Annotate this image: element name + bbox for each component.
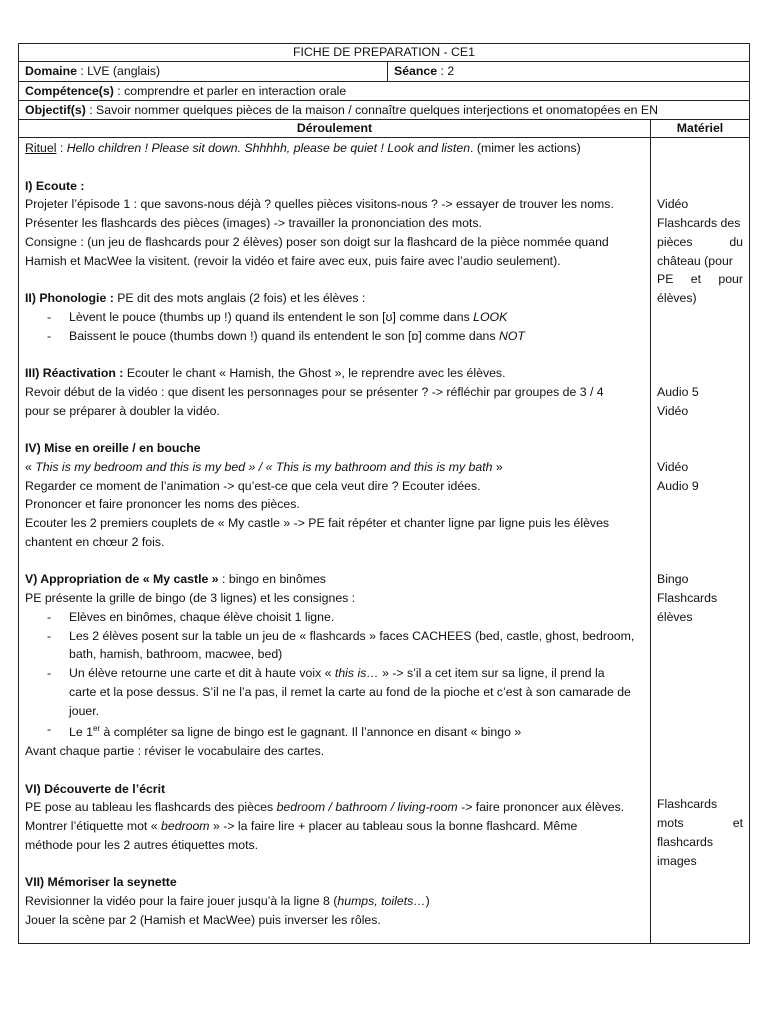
- competence-row: [19, 82, 749, 101]
- rituel-suffix: . (mimer les actions): [470, 141, 581, 155]
- bullet-continuation: jouer.: [69, 703, 100, 718]
- text-segment: à compléter sa ligne de bingo est le gagnant. Il l’annonce en disant « bingo »: [100, 725, 522, 740]
- domaine-value: : LVE (anglais): [76, 64, 161, 78]
- section-title: IV) Mise en oreille / en bouche: [25, 441, 201, 455]
- text-line: Regarder ce moment de l’animation -> qu’est-ce que cela veut dire ? Ecouter idées.: [25, 478, 481, 493]
- text-segment: Elèves en binômes, chaque élève choisit 1 ligne.: [69, 609, 335, 624]
- materiel-header: Matériel: [676, 121, 724, 135]
- objectif-label: Objectif(s): [25, 103, 86, 117]
- materiel-line: élèves: [657, 609, 693, 624]
- section-title: VI) Découverte de l’écrit: [25, 781, 166, 796]
- text-line: Prononcer et faire prononcer les noms des pièces.: [25, 497, 300, 512]
- text-line: Présenter les flashcards des pièces (images) -> travailler la prononciation des mots.: [25, 216, 482, 230]
- quote-line: [25, 458, 644, 477]
- text-segment: : bingo en binômes: [218, 572, 326, 587]
- lesson-plan-form: [18, 43, 750, 944]
- text-segment: du: [729, 234, 743, 249]
- table-body-row: [19, 138, 749, 943]
- text-segment: -> faire prononcer aux élèves.: [457, 800, 625, 815]
- text-segment: mots: [657, 816, 684, 830]
- materiel-line: château (pour: [657, 253, 733, 268]
- section-title: III) Réactivation :: [25, 366, 124, 380]
- text-segment: Revisionner la vidéo pour la faire jouer jusqu’à la ligne 8 (: [25, 894, 338, 909]
- materiel-line: Bingo: [657, 572, 689, 587]
- text-segment: NOT: [498, 328, 525, 343]
- materiel-line: Flashcards: [657, 591, 718, 605]
- form-title: FICHE DE PREPARATION - CE1: [19, 44, 749, 62]
- objectif-value: : Savoir nommer quelques pièces de la maison / connaître quelques interjections et onomatopées en EN: [85, 103, 658, 117]
- text-line: chantent en chœur 2 fois.: [25, 534, 165, 549]
- competence-label: Compétence(s): [25, 84, 114, 98]
- materiel-line: images: [657, 853, 697, 868]
- rituel-line: [25, 139, 644, 158]
- text-segment: »: [492, 459, 503, 474]
- domaine-row: [19, 62, 749, 82]
- rituel-text: Hello children ! Please sit down. Shhhhh, please be quiet ! Look and listen: [66, 141, 471, 155]
- text-line: [25, 817, 644, 836]
- bullet-item: - Les 2 élèves posent sur la table un jeu de « flashcards » faces CACHEES (bed, castle, ghost, bedroom,: [47, 628, 635, 643]
- text-segment: er: [92, 724, 101, 734]
- materiel-line: élèves): [657, 291, 697, 305]
- bullet-item: - Elèves en binômes, chaque élève choisit 1 ligne.: [47, 609, 335, 624]
- section-title: I) Ecoute :: [25, 178, 85, 193]
- text-segment: PE: [657, 272, 674, 287]
- text-line: méthode pour les 2 autres étiquettes mots.: [25, 837, 259, 852]
- materiel-line: Flashcards: [657, 797, 718, 812]
- bullet-item: - Lèvent le pouce (thumbs up !) quand ils entendent le son [ʊ] comme dans LOOK: [47, 309, 508, 324]
- phonologie-line: [25, 289, 644, 308]
- table-header-row: [19, 120, 749, 138]
- deroulement-header: Déroulement: [19, 120, 651, 137]
- rituel-sep: :: [56, 141, 67, 155]
- text-segment: humps, toilets…: [337, 894, 426, 909]
- materiel-line: [657, 233, 743, 252]
- reactivation-line: [25, 364, 644, 383]
- text-segment: » -> s’il a cet item sur sa ligne, il prend la: [378, 666, 605, 680]
- materiel-line: Flashcards des: [657, 216, 741, 230]
- seance-cell: [388, 62, 454, 81]
- text-segment: et: [690, 272, 702, 287]
- text-segment: Le 1: [69, 725, 93, 740]
- text-line: Jouer la scène par 2 (Hamish et MacWee) puis inverser les rôles.: [25, 912, 381, 927]
- text-segment: Un élève retourne une carte et dit à haute voix «: [69, 666, 335, 680]
- text-line: [25, 892, 644, 911]
- text-line: Avant chaque partie : réviser le vocabulaire des cartes.: [25, 744, 325, 759]
- text-line: PE présente la grille de bingo (de 3 lignes) et les consignes :: [25, 591, 356, 605]
- section-title: II) Phonologie :: [25, 291, 114, 305]
- text-segment: bedroom / bathroom / living-room: [276, 800, 458, 815]
- bullet-item: - Le 1er à compléter sa ligne de bingo est le gagnant. Il l’annonce en disant « bingo »: [47, 722, 522, 740]
- text-segment: Baissent le pouce (thumbs down !) quand ils entendent le son [ɒ] comme dans: [69, 328, 499, 343]
- text-segment: LOOK: [473, 309, 508, 324]
- deroulement-column: [19, 138, 651, 943]
- materiel-line: Vidéo: [657, 403, 689, 418]
- materiel-line: Vidéo: [657, 459, 689, 474]
- text-segment: This is my bathroom and this is my bath: [275, 459, 493, 474]
- materiel-line: [657, 814, 743, 833]
- text-segment: et: [732, 816, 743, 830]
- domaine-cell: [19, 62, 388, 81]
- text-segment: this is…: [334, 666, 379, 680]
- text-segment: PE dit des mots anglais (2 fois) et les élèves :: [113, 291, 366, 305]
- text-line: Projeter l’épisode 1 : que savons-nous déjà ? quelles pièces visitons-nous ? -> essayer de trouver les noms.: [25, 197, 614, 212]
- text-line: pour se préparer à doubler la vidéo.: [25, 403, 220, 418]
- seance-label: Séance: [394, 64, 438, 78]
- competence-value: : comprendre et parler en interaction orale: [113, 84, 347, 98]
- materiel-line: [657, 270, 743, 289]
- text-segment: PE pose au tableau les flashcards des pièces: [25, 800, 277, 815]
- bullet-item: - Baissent le pouce (thumbs down !) quand ils entendent le son [ɒ] comme dans NOT: [47, 328, 525, 343]
- rituel-label: Rituel: [25, 141, 57, 155]
- text-line: Ecouter les 2 premiers couplets de « My castle » -> PE fait répéter et chanter ligne par ligne puis les élèves: [25, 516, 610, 530]
- text-line: Hamish et MacWee la visitent. (revoir la vidéo et faire avec eux, puis faire avec l’audio seulement).: [25, 253, 561, 268]
- text-segment: This is my bedroom and this is my bed: [35, 459, 246, 474]
- materiel-line: Audio 5: [657, 384, 699, 399]
- text-segment: «: [25, 459, 36, 474]
- materiel-line: Vidéo: [657, 197, 689, 212]
- bullet-item: - Un élève retourne une carte et dit à haute voix « this is… » -> s’il a cet item sur sa ligne, il prend la: [47, 666, 605, 680]
- text-line: Revoir début de la vidéo : que disent les personnages pour se présenter ? -> réfléchir par groupes de 3 / 4: [25, 384, 604, 399]
- objectif-row: [19, 101, 749, 120]
- materiel-column: [651, 138, 749, 943]
- text-segment: » -> la faire lire + placer au tableau sous la bonne flashcard. Même: [209, 819, 578, 834]
- appropriation-line: [25, 570, 644, 589]
- text-segment: pour: [718, 272, 743, 287]
- section-title: V) Appropriation de « My castle »: [25, 572, 219, 587]
- text-segment: pièces: [657, 234, 693, 249]
- seance-value: : 2: [437, 64, 455, 78]
- materiel-line: Audio 9: [657, 478, 699, 493]
- text-segment: Montrer l’étiquette mot «: [25, 819, 162, 834]
- materiel-line: flashcards: [657, 834, 714, 849]
- bullet-continuation: carte et la pose dessus. S’il ne l’a pas, il remet la carte au fond de la pioche et c’est à son camarade de: [69, 684, 631, 699]
- section-title: VII) Mémoriser la seynette: [25, 875, 177, 890]
- domaine-label: Domaine: [25, 64, 77, 78]
- text-segment: bedroom: [161, 819, 210, 834]
- text-segment: Ecouter le chant « Hamish, the Ghost », le reprendre avec les élèves.: [123, 366, 506, 380]
- text-line: [25, 798, 644, 817]
- bullet-continuation: bath, hamish, bathroom, macwee, bed): [69, 647, 283, 662]
- text-segment: ): [425, 894, 430, 909]
- text-segment: Les 2 élèves posent sur la table un jeu de « flashcards » faces CACHEES (bed, castle, ghost, bedroom,: [69, 628, 635, 643]
- text-line: Consigne : (un jeu de flashcards pour 2 élèves) poser son doigt sur la flashcard de la pièce nommée quand: [25, 234, 609, 249]
- text-segment: Lèvent le pouce (thumbs up !) quand ils entendent le son [ʊ] comme dans: [69, 309, 474, 324]
- text-segment: » / «: [245, 459, 276, 474]
